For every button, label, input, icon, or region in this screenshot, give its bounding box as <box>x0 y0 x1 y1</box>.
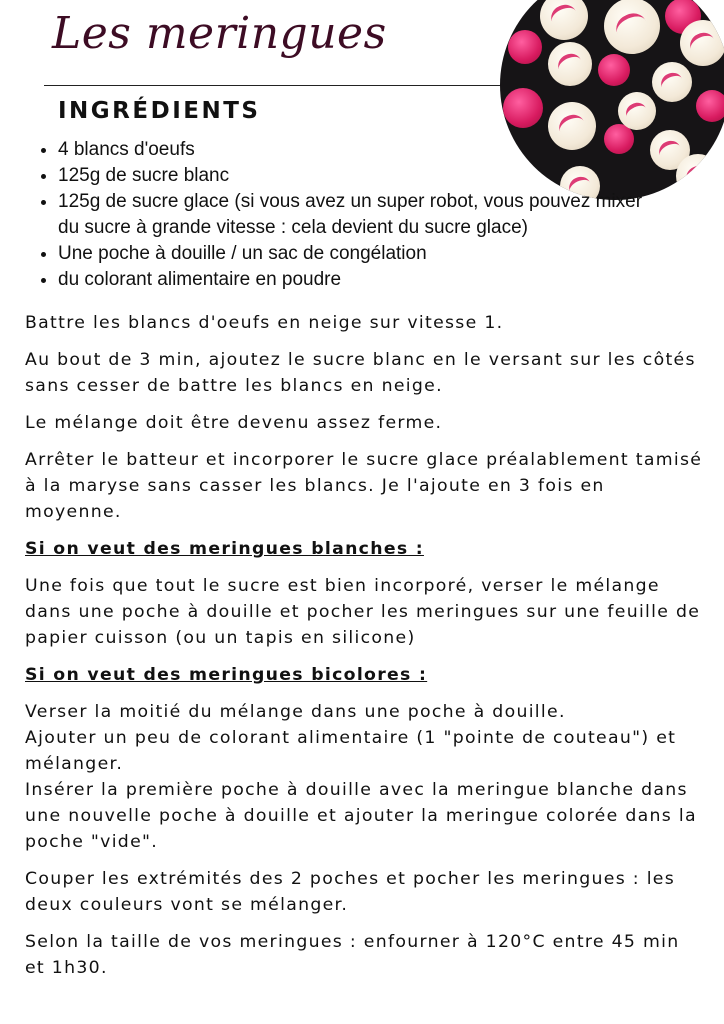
title-divider <box>44 85 564 86</box>
meringue <box>604 0 660 54</box>
meringue <box>508 30 542 64</box>
step-line: Insérer la première poche à douille avec la meringue blanche dans une nouvelle poche à douille et ajouter la meringue colorée dans la poche "vide". <box>25 780 697 852</box>
ingredients-list <box>38 137 658 293</box>
ingredient-item: • du colorant alimentaire en poudre <box>58 267 658 293</box>
step-paragraph: Couper les extrémités des 2 poches et pocher les meringues : les deux couleurs vont se mélanger. <box>25 869 676 915</box>
section-heading-white: Si on veut des meringues blanches : <box>25 539 424 559</box>
section-heading-bicolor: Si on veut des meringues bicolores : <box>25 665 428 685</box>
recipe-steps <box>25 310 705 992</box>
meringue <box>676 154 720 198</box>
step-paragraph: Une fois que tout le sucre est bien incorporé, verser le mélange dans une poche à douille et pocher les meringues sur une feuille de papier cuisson (ou un tapis en silicone) <box>25 576 701 648</box>
meringue <box>540 0 588 40</box>
ingredient-item: • 4 blancs d'oeufs <box>58 137 658 163</box>
meringue <box>652 62 692 102</box>
meringue <box>618 92 656 130</box>
step-paragraph <box>25 699 705 855</box>
meringue <box>503 88 543 128</box>
ingredients-heading: INGRÉDIENTS <box>58 98 261 124</box>
meringue <box>548 42 592 86</box>
ingredient-item: • 125g de sucre glace (si vous avez un super robot, vous pouvez mixer du sucre à grande vitesse : cela devient du sucre glace) <box>58 189 658 241</box>
step-paragraph: Battre les blancs d'oeufs en neige sur vitesse 1. <box>25 313 504 333</box>
meringue <box>598 54 630 86</box>
step-paragraph: Au bout de 3 min, ajoutez le sucre blanc en le versant sur les côtés sans cesser de battre les blancs en neige. <box>25 350 696 396</box>
recipe-title: Les meringues <box>52 8 387 59</box>
ingredient-item: • Une poche à douille / un sac de congélation <box>58 241 658 267</box>
step-paragraph: Le mélange doit être devenu assez ferme. <box>25 413 443 433</box>
step-line: Verser la moitié du mélange dans une poche à douille. <box>25 702 566 722</box>
meringue <box>696 90 724 122</box>
meringue <box>680 20 724 66</box>
step-paragraph: Arrêter le batteur et incorporer le sucre glace préalablement tamisé à la maryse sans casser les blancs. Je l'ajoute en 3 fois en moyenne. <box>25 450 703 522</box>
step-line: Ajouter un peu de colorant alimentaire (1 "pointe de couteau") et mélanger. <box>25 728 677 774</box>
step-paragraph: Selon la taille de vos meringues : enfourner à 120°C entre 45 min et 1h30. <box>25 932 680 978</box>
ingredient-item: • 125g de sucre blanc <box>58 163 658 189</box>
